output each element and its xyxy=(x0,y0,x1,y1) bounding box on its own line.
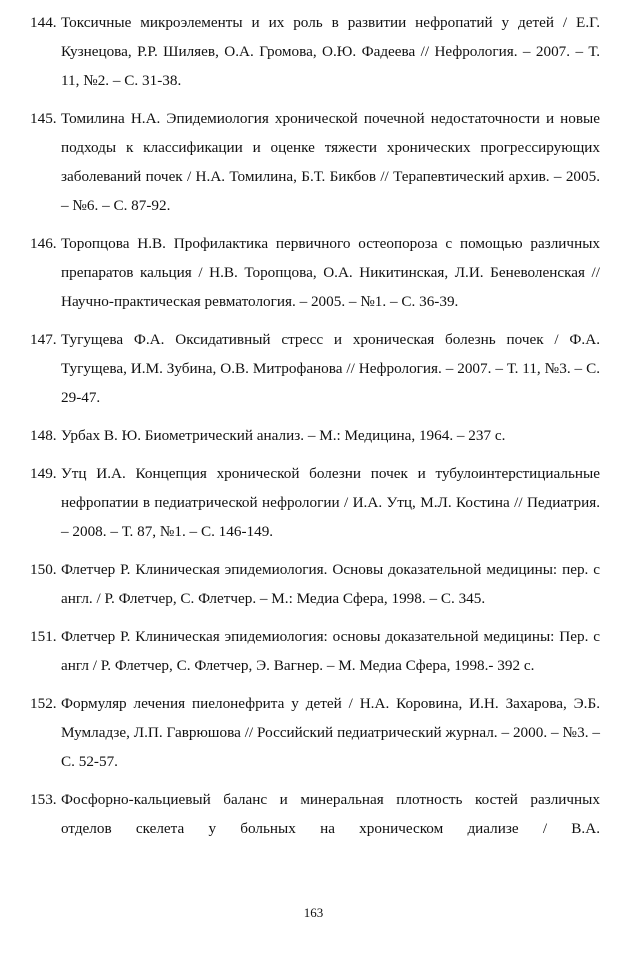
reference-item xyxy=(30,555,600,613)
reference-number: 152. xyxy=(30,695,57,712)
reference-list xyxy=(30,8,600,852)
reference-number: 148. xyxy=(30,427,57,444)
reference-number: 147. xyxy=(30,331,57,348)
reference-number: 146. xyxy=(30,235,57,252)
reference-number: 151. xyxy=(30,628,57,645)
reference-item xyxy=(30,689,600,776)
reference-item xyxy=(30,229,600,316)
reference-item xyxy=(30,325,600,412)
reference-text: Флетчер Р. Клиническая эпидемиология. Основы доказательной медицины: пер. с англ. / Р. Флетчер, С. Флетчер. – М.: Медиа Сфера, 1998. – С. 345. xyxy=(61,561,600,607)
reference-number: 153. xyxy=(30,791,57,808)
reference-text: Тугущева Ф.А. Оксидативный стресс и хроническая болезнь почек / Ф.А. Тугущева, И.М. Зубина, О.В. Митрофанова // Нефрология. – 2007. – Т. 11, №3. – С. 29-47. xyxy=(61,331,600,406)
reference-number: 145. xyxy=(30,110,57,127)
reference-text: Формуляр лечения пиелонефрита у детей / Н.А. Коровина, И.Н. Захарова, Э.Б. Мумладзе, Л.П. Гаврюшова // Российский педиатрический журнал. – 2000. – №3. – С. 52-57. xyxy=(61,695,600,770)
reference-text: Томилина Н.А. Эпидемиология хронической почечной недостаточности и новые подходы к классификации и оценке тяжести хронических прогрессирующих заболеваний почек / Н.А. Томилина, Б.Т. Бикбов // Терапевтический архив. – 2005. – №6. – С. 87-92. xyxy=(61,110,600,214)
reference-item xyxy=(30,104,600,220)
reference-text: Флетчер Р. Клиническая эпидемиология: основы доказательной медицины: Пер. с англ / Р. Флетчер, С. Флетчер, Э. Вагнер. – М. Медиа Сфера, 1998.- 392 с. xyxy=(61,628,600,674)
reference-text: Фосфорно-кальциевый баланс и минеральная плотность костей различных отделов скелета у больных на хроническом диализе / В.А. xyxy=(61,791,600,837)
reference-number: 144. xyxy=(30,14,57,31)
reference-number: 149. xyxy=(30,465,57,482)
reference-item xyxy=(30,459,600,546)
reference-item xyxy=(30,8,600,95)
reference-item xyxy=(30,622,600,680)
reference-item xyxy=(30,785,600,843)
reference-item xyxy=(30,421,600,450)
reference-text: Токсичные микроэлементы и их роль в развитии нефропатий у детей / Е.Г. Кузнецова, Р.Р. Шиляев, О.А. Громова, О.Ю. Фадеева // Нефрология. – 2007. – Т. 11, №2. – С. 31-38. xyxy=(61,14,600,89)
reference-text: Торопцова Н.В. Профилактика первичного остеопороза с помощью различных препаратов кальция / Н.В. Торопцова, О.А. Никитинская, Л.И. Беневоленская // Научно-практическая ревматология. – 2005. – №1. – С. 36-39. xyxy=(61,235,600,310)
reference-text: Утц И.А. Концепция хронической болезни почек и тубулоинтерстициальные нефропатии в педиатрической нефрологии / И.А. Утц, М.Л. Костина // Педиатрия. – 2008. – Т. 87, №1. – С. 146-149. xyxy=(61,465,600,540)
page-number: 163 xyxy=(303,905,324,920)
reference-text: Урбах В. Ю. Биометрический анализ. – М.: Медицина, 1964. – 237 с. xyxy=(61,427,506,444)
reference-number: 150. xyxy=(30,561,57,578)
